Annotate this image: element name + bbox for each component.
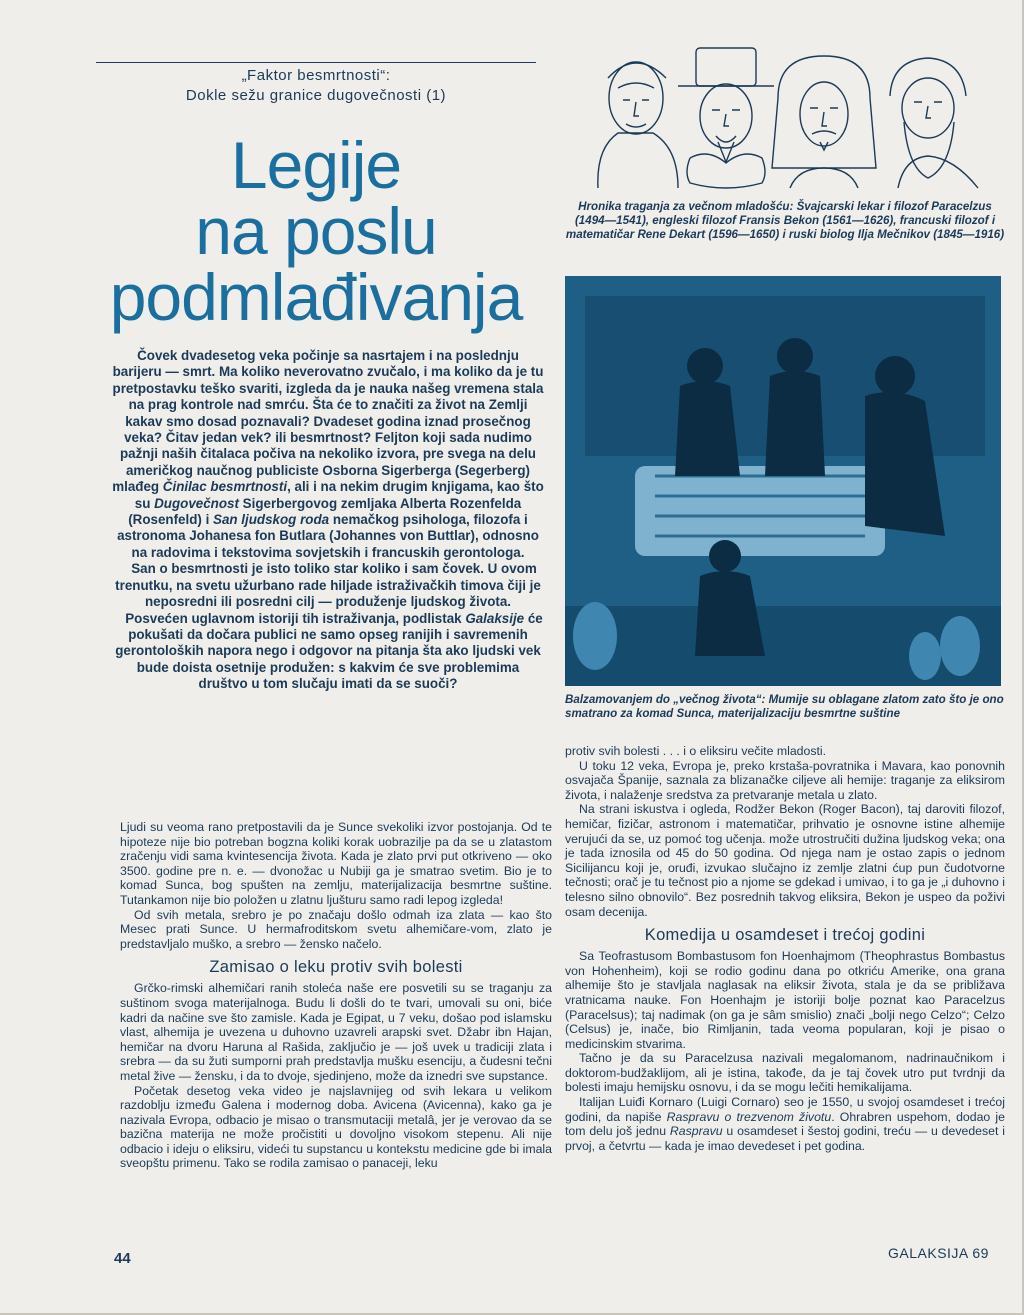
body-paragraph: Početak desetog veka video je najslavnijeg od svih lekara u velikom razdoblju između Galena i modernog doba. Avicena (Avicenna), kako ga je nazivala Evropa, odbacio je misao o transmutaciji metalâ, jer je verovao da se bazična materija ne može pročistiti u dovoljno visokom stepenu. Ali nije odbacio i ideju o eliksiru, videći tu supstancu u kontekstu medicine gde bi imala sveopštu primenu. Tako se rodila zamisao o panaceji, leku <box>120 1083 552 1171</box>
title-line-2: na poslu <box>195 194 437 268</box>
portraits-caption: Hronika traganja za večnom mladošću: Švajcarski lekar i filozof Paracelzus (1494—1541), engleski filozof Fransis Bekon (1561—1626), francuski filozof i matematičar Rene Dekart (1596—1650) i ruski biolog Ilja Mečnikov (1845—1916) <box>565 200 1005 241</box>
paracelsus-portrait <box>598 62 678 188</box>
body-paragraph: U toku 12 veka, Evropa je, preko krstaša-povratnika i Mavara, kao ponovnih osvajača Španije, saznala za blizanačke ciljeve ali hemije: traganje za eliksirom života, i nalaženje sredstva za pretvaranje metala u zlato. <box>565 758 1005 802</box>
sarcophagus <box>635 466 885 556</box>
header-rule <box>96 62 536 63</box>
book-title: Činilac besmrtnosti <box>162 479 288 495</box>
lead-text: , ali i na nekim drugim knjigama, kao što su <box>134 479 544 511</box>
body-paragraph <box>565 1095 1005 1153</box>
book-title: San ljudskog roda <box>213 512 330 528</box>
page-number-left: 44 <box>114 1250 131 1267</box>
mechnikov-portrait <box>890 58 978 188</box>
kicker-line-2: Dokle sežu granice dugovečnosti (1) <box>185 87 447 104</box>
body-paragraph: Tačno je da su Paracelzusa nazivali megalomanom, nadrinaučnikom i doktorom-budžaklijom, ali je istina, takođe, da je taj čovek utro put tvrdnji da bolesti imaju hemijsku osnovu, i da se mogu lečiti hemikalijama. <box>565 1051 1005 1095</box>
series-kicker <box>96 66 536 106</box>
lead-text: Sigerbergovog zemljaka Alberta Rozenfelda (Rosenfeld) i <box>128 495 522 528</box>
book-title: Raspravu <box>669 1124 723 1139</box>
lead-p2: San o besmrtnosti je isto toliko star koliko i sam čovek. U ovom trenutku, na svetu užurbano rade hiljade istraživačkih timova čiji je neposredni ili posredni cilj — produženje ljudskog života. <box>115 561 541 610</box>
title-line-3: podmlađivanja <box>109 260 523 334</box>
section-heading: Zamisao o leku protiv svih bolesti <box>209 958 463 977</box>
bacon-portrait <box>678 48 774 188</box>
illustration-caption: Balzamovanjem do „večnog života“: Mumije su oblagane zlatom zato što je ono smatrano za komad Sunca, materijalizaciju besmrtne suštine <box>565 693 1004 720</box>
mummification-illustration <box>565 276 1001 686</box>
portraits-engraving <box>578 38 1008 194</box>
right-body-column <box>565 744 1005 1153</box>
page-number-right: GALAKSIJA 69 <box>888 1245 989 1261</box>
lead-text: nemačkog psihologa, filozofa i astronoma Johanesa fon Butlara (Johannes von Buttlar), odnosno na radovima i tekstovima sovjetskih i francuskih gerontologa. <box>117 512 539 560</box>
body-text: u osamdeset i šestoj godini, treću — u devedeset i prvoj, a četvrtu — kada je imao devedeset i pet godina. <box>565 1124 1005 1153</box>
magazine-name: Galaksije <box>465 610 525 626</box>
title-line-1: Legije <box>230 128 402 202</box>
lead-text: Posvećen uglavnom istoriji tih istraživanja, podlistak <box>125 610 466 626</box>
left-body-column <box>120 820 552 1171</box>
body-paragraph: Na strani iskustva i ogleda, Rodžer Bekon (Roger Bacon), taj daroviti filozof, hemičar, fizičar, astronom i matematičar, prihvatio je osnovne istine alhemije verujući da se, uz pomoć tog učenja. može utrostručiti dužina ljudskog veka; ona je tada iznosila od 45 do 50 godina. Od njega nam je ostao zapis o jednom Sicilijancu koji je, oruđi, izvukao slučajno iz zemlje zlatni ćup pun čudotvorne tečnosti; orač je tu tečnost pio a njome se gdekad i umivao, i to ga je „i duhovno i telesno silno obnovilo“. Bez posrednih takvog eliksira, Bekon je uspeo da poživi osam decenija. <box>565 802 1005 919</box>
book-title: Dugovečnost <box>154 495 239 511</box>
body-paragraph: Ljudi su veoma rano pretpostavili da je Sunce svekoliki izvor postojanja. Od te hipoteze nije bio potreban bogzna koliki korak uobrazilje pa da se u zlatastom zračenju vidi sama kvintesencija života. Kada je zlato prvi put otkriveno — oko 3500. godine pre n. e. — dvonožac u Nubiji ga je smatrao svetim. Bio je to komad Sunca, bog spušten na zemlju, materijalizacija besmrtne suštine. Tutankamon nije bio položen u zlatnu ljušturu samo radi lepog izgleda! <box>120 820 552 907</box>
kicker-line-1: „Faktor besmrtnosti“: <box>241 67 391 84</box>
body-text: . Ohrabren uspehom, dodao je tom delu još jednu <box>565 1109 1006 1139</box>
body-paragraph: Od svih metala, srebro je po značaju došlo odmah iza zlata — kao što Mesec prati Sunce. U hermafroditskom svetu alhemičare-vom, zlato je predstavljalo muško, a srebro — žensko načelo. <box>120 907 552 951</box>
lead-paragraph <box>112 348 544 693</box>
body-paragraph: Sa Teofrastusom Bombastusom fon Hoenhajmom (Theophrastus Bombastus von Hohenheim), koji se rodio godinu dana po otkriću Amerike, ona grana alhemije što je stavljala naglasak na eliksir života, stala je da se približava vratnicama nauke. Fon Hoenhajm je istoriji bolje poznat kao Paracelzus (Paracelsus); taj nadimak (on ga je sâm smislio) znači „bolji nego Celzo“; Celzo (Celsus) je, inače, bio Rimljanin, tada veoma popularan, koji je pisao o medicinskim stvarima. <box>565 949 1005 1051</box>
descartes-portrait <box>772 56 876 188</box>
body-text: Italijan Luiđi Kornaro (Luigi Cornaro) seo je 1550, u svojoj osamdeset i trećoj godini, da napiše <box>565 1095 1005 1124</box>
lead-p1 <box>112 348 544 561</box>
lead-text: Čovek dvadesetog veka počinje sa nasrtajem i na poslednju barijeru — smrt. Ma koliko neverovatno zvučalo, i ma koliko da je tu pretpostavku teško svariti, izgleda da je nauka našeg vremena stala na prag kontrole nad smrću. Šta će to značiti za život na Zemlji kakav smo dosad poznavali? Dvadeset godina iznad prosečnog veka? Čitav jedan vek? ili besmrtnost? Feljton koji sada nudimo pažnji naših čitalaca počiva na nekoliko izvora, pre svega na delu američkog naučnog publiciste Osborna Sigerberga (Segerberg) mlađeg <box>112 348 544 495</box>
lead-p3 <box>112 611 544 693</box>
lead-text: će pokušati da dočara publici ne samo opseg ranijih i savremenih gerontoloških napora nego i odgovor na pitanja šta ako ljudski vek bude doista osetnije produžen: s kakvim će sve problemima društvo u tom slučaju imati da se suoči? <box>115 610 543 692</box>
section-heading: Komedija u osamdeset i trećoj godini <box>644 926 926 945</box>
body-paragraph: protiv svih bolesti . . . i o eliksiru večite mladosti. <box>565 744 827 758</box>
book-title: Raspravu o trezvenom životu <box>666 1109 832 1124</box>
article-title <box>96 128 536 334</box>
body-paragraph: Grčko-rimski alhemičari ranih stoleća naše ere posvetili su se traganju za suštinom svoga materijalnoga. Budu li došli do te tvari, umovali su oni, biće kadri da načine sve što zamisle. Kada je Egipat, u 7 veku, došao pod islamsku vlast, alhemija je uvezena u duhovno uzavreli arapski svet. Džabr ibn Hajan, hemičar na dvoru Haruna al Rašida, zaključio je — još uvek u tradiciji zlata i srebra — da su žuti sumporni prah predstavlja mušku esenciju, a čudesni tečni metal žive — žensku, i da to dvoje, sjedinjeno, može da iznedri sve supstance. <box>120 981 552 1083</box>
